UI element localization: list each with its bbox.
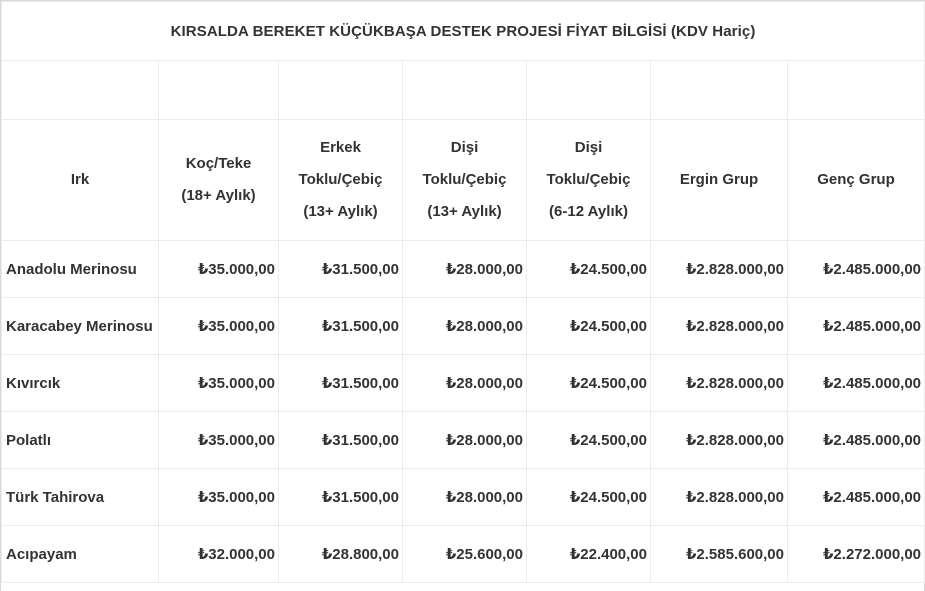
- table-row: [2, 526, 925, 583]
- breed-cell: Türk Tahirova: [2, 469, 159, 526]
- column-header-line: (6-12 Aylık): [549, 203, 628, 220]
- price-cell: ₺2.485.000,00: [788, 469, 925, 526]
- blank-cell: [403, 61, 527, 120]
- table-body: [2, 241, 925, 583]
- column-header-line: Koç/Teke: [185, 155, 252, 172]
- breed-cell: Acıpayam: [2, 526, 159, 583]
- column-header-adult-group: [651, 120, 788, 241]
- price-cell: ₺22.400,00: [527, 526, 651, 583]
- price-cell: ₺32.000,00: [159, 526, 279, 583]
- price-cell: ₺25.600,00: [403, 526, 527, 583]
- price-cell: ₺35.000,00: [159, 241, 279, 298]
- price-cell: ₺2.485.000,00: [788, 241, 925, 298]
- breed-cell: Anadolu Merinosu: [2, 241, 159, 298]
- price-cell: ₺2.485.000,00: [788, 412, 925, 469]
- column-header-ram-buck: [159, 120, 279, 241]
- price-cell: ₺28.000,00: [403, 412, 527, 469]
- column-header-female-yearling: [403, 120, 527, 241]
- price-cell: ₺35.000,00: [159, 298, 279, 355]
- column-header-young-group: [788, 120, 925, 241]
- price-cell: ₺2.485.000,00: [788, 298, 925, 355]
- price-cell: ₺2.828.000,00: [651, 298, 788, 355]
- column-header-row: [2, 120, 925, 241]
- blank-cell: [788, 61, 925, 120]
- column-header-line: (13+ Aylık): [303, 203, 378, 220]
- blank-cell: [159, 61, 279, 120]
- column-header-line: (13+ Aylık): [427, 203, 502, 220]
- price-cell: ₺35.000,00: [159, 355, 279, 412]
- column-header-line: Toklu/Çebiç: [422, 171, 507, 188]
- price-cell: ₺24.500,00: [527, 412, 651, 469]
- table-row: [2, 412, 925, 469]
- column-header-line: Dişi: [450, 139, 479, 156]
- blank-cell: [2, 61, 159, 120]
- blank-cell: [651, 61, 788, 120]
- breed-cell: Karacabey Merinosu: [2, 298, 159, 355]
- blank-row: [2, 61, 925, 120]
- column-header-line: Erkek: [320, 139, 361, 156]
- price-cell: ₺28.000,00: [403, 241, 527, 298]
- price-cell: ₺31.500,00: [279, 355, 403, 412]
- table-title-row: [2, 2, 925, 61]
- price-cell: ₺31.500,00: [279, 241, 403, 298]
- price-cell: ₺28.000,00: [403, 298, 527, 355]
- table-row: [2, 241, 925, 298]
- price-cell: ₺24.500,00: [527, 241, 651, 298]
- price-cell: ₺2.585.600,00: [651, 526, 788, 583]
- price-cell: ₺2.272.000,00: [788, 526, 925, 583]
- table-row: [2, 298, 925, 355]
- price-cell: ₺28.800,00: [279, 526, 403, 583]
- price-cell: ₺28.000,00: [403, 469, 527, 526]
- breed-cell: Polatlı: [2, 412, 159, 469]
- price-cell: ₺24.500,00: [527, 355, 651, 412]
- breed-cell: Kıvırcık: [2, 355, 159, 412]
- price-cell: ₺35.000,00: [159, 469, 279, 526]
- price-table: [1, 1, 925, 583]
- price-cell: ₺2.828.000,00: [651, 412, 788, 469]
- column-header-line: Ergin Grup: [679, 171, 759, 188]
- column-header-line: Irk: [70, 171, 90, 188]
- price-cell: ₺31.500,00: [279, 298, 403, 355]
- table-row: [2, 469, 925, 526]
- blank-cell: [527, 61, 651, 120]
- price-cell: ₺24.500,00: [527, 298, 651, 355]
- price-cell: ₺35.000,00: [159, 412, 279, 469]
- price-cell: ₺31.500,00: [279, 412, 403, 469]
- column-header-breed: [2, 120, 159, 241]
- price-cell: ₺2.485.000,00: [788, 355, 925, 412]
- table-row: [2, 355, 925, 412]
- price-cell: ₺2.828.000,00: [651, 469, 788, 526]
- column-header-line: Toklu/Çebiç: [546, 171, 631, 188]
- column-header-line: Dişi: [574, 139, 603, 156]
- price-cell: ₺28.000,00: [403, 355, 527, 412]
- column-header-line: Genç Grup: [817, 171, 895, 188]
- price-cell: ₺2.828.000,00: [651, 355, 788, 412]
- table-title: KIRSALDA BEREKET KÜÇÜKBAŞA DESTEK PROJESİ FİYAT BİLGİSİ (KDV Hariç): [2, 2, 925, 61]
- column-header-male-yearling: [279, 120, 403, 241]
- column-header-line: (18+ Aylık): [181, 187, 256, 204]
- column-header-female-young: [527, 120, 651, 241]
- blank-cell: [279, 61, 403, 120]
- price-cell: ₺31.500,00: [279, 469, 403, 526]
- price-cell: ₺2.828.000,00: [651, 241, 788, 298]
- price-cell: ₺24.500,00: [527, 469, 651, 526]
- column-header-line: Toklu/Çebiç: [298, 171, 383, 188]
